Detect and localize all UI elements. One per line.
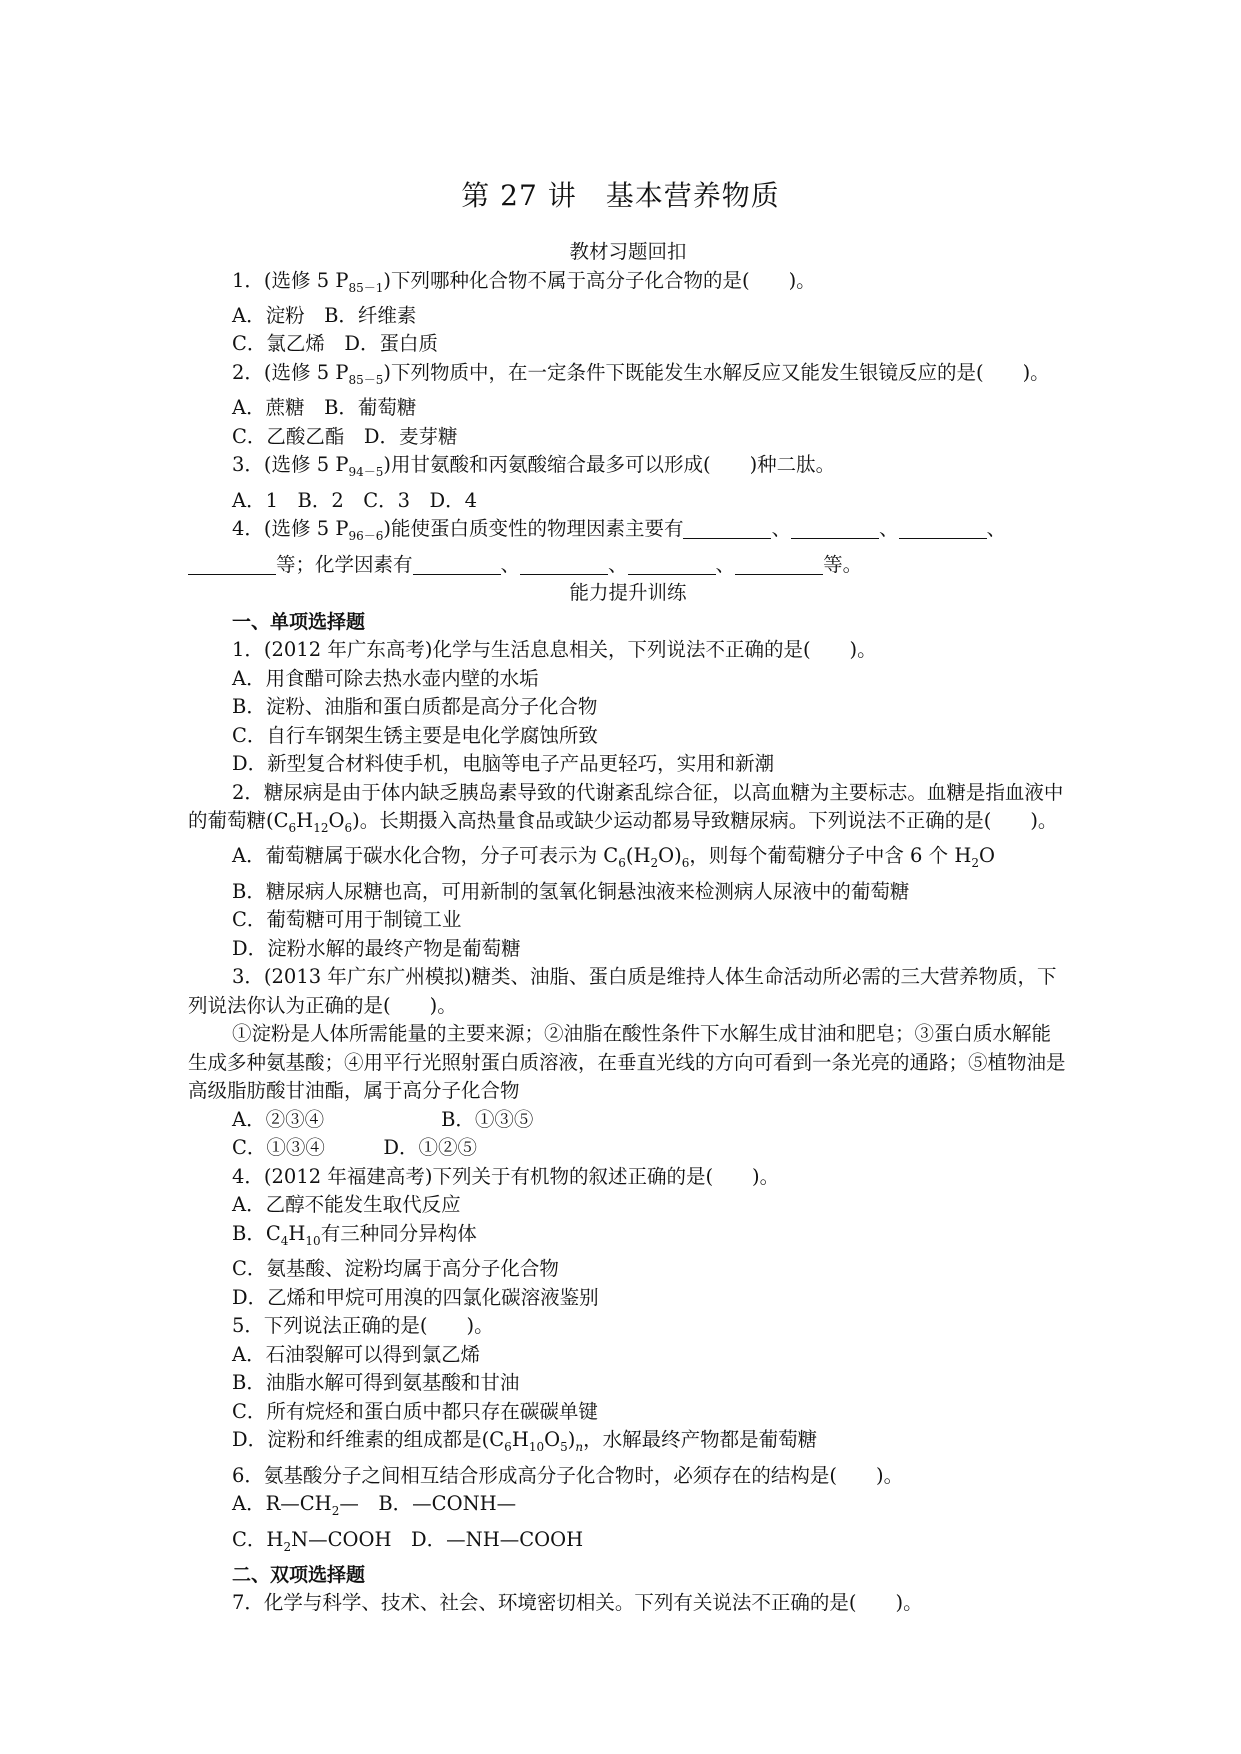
option-line: C．葡萄糖可用于制镜工业 xyxy=(232,908,462,932)
option-line: A．用食醋可除去热水壶内壁的水垢 xyxy=(232,666,539,690)
answer-blank[interactable] xyxy=(520,554,608,575)
review-question-3: 3．(选修 5 $P_{94-5}$)用甘氨酸和丙氨酸缩合最多可以形成( )种二肽。 xyxy=(232,453,836,480)
question-3: 3．(2013 年广东广州模拟)糖类、油脂、蛋白质是维持人体生命活动所必需的三大营养物质，下列说法你认为正确的是( )。 xyxy=(188,965,1057,1017)
option-line: A．$R—CH_2—$ B．—CONH— xyxy=(232,1492,517,1519)
option-line: A．淀粉 B．纤维素 xyxy=(232,303,417,327)
review-question-4: 4．(选修 5 $P_{96-6}$)能使蛋白质变性的物理因素主要有 、 、 、等；化学因素有 、 、 、 等。 xyxy=(188,515,1068,579)
option-line: D．淀粉水解的最终产物是葡萄糖 xyxy=(232,936,521,960)
option-line: C．$H_2N—COOH$ D．—NH—COOH xyxy=(232,1527,584,1554)
section-heading-ability: 能力提升训练 xyxy=(569,581,687,605)
option-line: C．乙酸乙酯 D．麦芽糖 xyxy=(232,424,458,448)
question-4: 4．(2012 年福建高考)下列关于有机物的叙述正确的是( )。 xyxy=(232,1164,780,1188)
answer-blank[interactable] xyxy=(735,554,823,575)
option-line: A．石油裂解可以得到氯乙烯 xyxy=(232,1342,481,1366)
option-line: C．自行车钢架生锈主要是电化学腐蚀所致 xyxy=(232,723,598,747)
option-line: D．淀粉和纤维素的组成都是$(C_6H_{10}O_5)_n$，水解最终产物都是葡萄糖 xyxy=(232,1428,818,1455)
question-2: 2．糖尿病是由于体内缺乏胰岛素导致的代谢紊乱综合征，以高血糖为主要标志。血糖是指血液中的葡萄糖$(C_6H_{12}O_6)$。长期摄入高热量食品或缺少运动都易导致糖尿病。下列说法不正确的是( )。 xyxy=(188,780,1064,835)
option-line: C．①③④ D．①②⑤ xyxy=(232,1136,478,1160)
option-line: A．1 B．2 C．3 D．4 xyxy=(232,488,478,512)
document-body xyxy=(188,238,1068,1618)
section-heading-review: 教材习题回扣 xyxy=(569,240,687,263)
review-question-1: 1．(选修 5 $P_{85-1}$)下列哪种化合物不属于高分子化合物的是( )。 xyxy=(232,268,816,295)
option-line: A．蔗糖 B．葡萄糖 xyxy=(232,396,417,420)
question-3-statements: ①淀粉是人体所需能量的主要来源；②油脂在酸性条件下水解生成甘油和肥皂；③蛋白质水解能生成多种氨基酸；④用平行光照射蛋白质溶液，在垂直光线的方向可看到一条光亮的通路；⑤植物油是高级脂肪酸甘油酯，属于高分子化合物 xyxy=(188,1022,1066,1103)
question-1: 1．(2012 年广东高考)化学与生活息息相关，下列说法不正确的是( )。 xyxy=(232,638,877,662)
option-line: C．氨基酸、淀粉均属于高分子化合物 xyxy=(232,1257,559,1281)
option-line: B．淀粉、油脂和蛋白质都是高分子化合物 xyxy=(232,695,598,719)
answer-blank[interactable] xyxy=(899,518,987,539)
review-question-2: 2．(选修 5 $P_{85-5}$)下列物质中，在一定条件下既能发生水解反应又能发生银镜反应的是( )。 xyxy=(232,360,1050,387)
question-5: 5．下列说法正确的是( )。 xyxy=(232,1314,494,1338)
answer-blank[interactable] xyxy=(791,518,879,539)
heading-single-choice: 一、单项选择题 xyxy=(232,610,366,633)
option-line: D．新型复合材料使手机，电脑等电子产品更轻巧，实用和新潮 xyxy=(232,752,775,776)
option-line: A．②③④ B．①③⑤ xyxy=(232,1107,534,1131)
option-line: B．油脂水解可得到氨基酸和甘油 xyxy=(232,1371,520,1395)
option-line: C．所有烷烃和蛋白质中都只存在碳碳单键 xyxy=(232,1399,598,1423)
question-7: 7．化学与科学、技术、社会、环境密切相关。下列有关说法不正确的是( )。 xyxy=(232,1591,923,1615)
option-line: D．乙烯和甲烷可用溴的四氯化碳溶液鉴别 xyxy=(232,1285,599,1309)
answer-blank[interactable] xyxy=(188,554,276,575)
option-line: B．糖尿病人尿糖也高，可用新制的氢氧化铜悬浊液来检测病人尿液中的葡萄糖 xyxy=(232,879,910,903)
heading-double-choice: 二、双项选择题 xyxy=(232,1563,366,1586)
option-line: B．$C_4H_{10}$有三种同分异构体 xyxy=(232,1221,477,1248)
answer-blank[interactable] xyxy=(413,554,501,575)
option-line: C．氯乙烯 D．蛋白质 xyxy=(232,332,439,356)
page-title: 第 27 讲 基本营养物质 xyxy=(461,179,780,212)
answer-blank[interactable] xyxy=(683,518,771,539)
option-line: A．葡萄糖属于碳水化合物，分子可表示为 $C_6(H_2O)_6$，则每个葡萄糖分子中含 6 个 $H_2O$ xyxy=(232,844,996,871)
answer-blank[interactable] xyxy=(628,554,716,575)
option-line: A．乙醇不能发生取代反应 xyxy=(232,1193,461,1217)
question-6: 6．氨基酸分子之间相互结合形成高分子化合物时，必须存在的结构是( )。 xyxy=(232,1463,904,1487)
